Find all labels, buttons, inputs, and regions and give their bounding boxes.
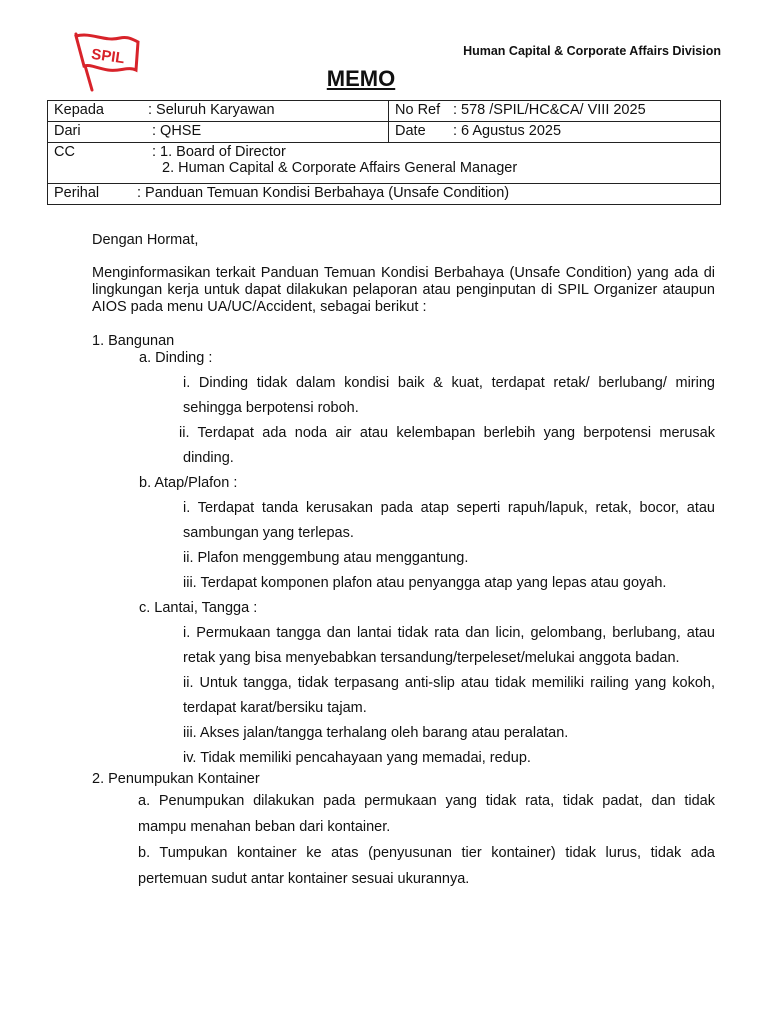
subject-value: : Panduan Temuan Kondisi Berbahaya (Unsafe Condition)	[137, 185, 510, 201]
list-item: ii. Untuk tangga, tidak terpasang anti-slip atau tidak memiliki railing yang kokoh, terdapat karat/bersiku tajam.	[183, 675, 715, 716]
cc-line-1: : 1. Board of Director	[152, 144, 286, 160]
ref-label: No Ref	[395, 102, 441, 118]
list-item: i. Permukaan tangga dan lantai tidak rata dan licin, gelombang, berlubang, atau retak yang bisa menyebabkan tersandung/terpeleset/melukai anggota badan.	[183, 625, 715, 666]
cc-cell	[48, 143, 721, 184]
list-item: ii. Terdapat ada noda air atau kelembapan berlebih yang berpotensi merusak dinding.	[179, 425, 715, 466]
ref-cell	[389, 101, 721, 122]
list-item: ii. Plafon menggembung atau menggantung.	[183, 550, 469, 566]
from-value: : QHSE	[152, 123, 202, 139]
greeting: Dengan Hormat,	[92, 232, 199, 248]
subsection-c-title: c. Lantai, Tangga :	[139, 600, 258, 616]
from-cell	[48, 122, 389, 143]
section-1-title: 1. Bangunan	[92, 333, 175, 349]
date-label: Date	[395, 123, 426, 139]
division-name: Human Capital & Corporate Affairs Division	[463, 44, 721, 58]
date-cell	[389, 122, 721, 143]
memo-title: MEMO	[326, 66, 396, 91]
subsection-b-title: b. Atap/Plafon :	[139, 475, 238, 491]
date-value: : 6 Agustus 2025	[453, 123, 562, 139]
list-item: iii. Terdapat komponen plafon atau penyangga atap yang lepas atau goyah.	[183, 575, 667, 591]
memo-header-table	[47, 100, 721, 205]
cc-line-2: 2. Human Capital & Corporate Affairs General Manager	[162, 160, 518, 176]
subsection-a-title: a. Dinding :	[139, 350, 213, 366]
list-item: a. Penumpukan dilakukan pada permukaan yang tidak rata, tidak padat, dan tidak mampu menahan beban dari kontainer.	[138, 793, 715, 835]
list-item: iv. Tidak memiliki pencahayaan yang memadai, redup.	[183, 750, 531, 766]
intro-paragraph: Menginformasikan terkait Panduan Temuan Kondisi Berbahaya (Unsafe Condition) yang ada di lingkungan kerja untuk dapat dilakukan pelaporan atau penginputan di SPIL Organizer ataupun AIOS pada menu UA/UC/Accident, sebagai berikut :	[92, 265, 715, 315]
to-cell	[48, 101, 389, 122]
cc-label: CC	[54, 144, 75, 160]
to-value: : Seluruh Karyawan	[148, 102, 275, 118]
list-item: b. Tumpukan kontainer ke atas (penyusunan tier kontainer) tidak lurus, tidak ada pertemuan sudut antar kontainer sesuai ukurannya.	[138, 845, 715, 887]
memo-body	[92, 232, 715, 892]
ref-value: : 578 /SPIL/HC&CA/ VIII 2025	[453, 102, 646, 118]
from-label: Dari	[54, 123, 81, 139]
list-item: i. Dinding tidak dalam kondisi baik & kuat, terdapat retak/ berlubang/ miring sehingga berpotensi roboh.	[183, 375, 715, 416]
logo-text: SPIL	[90, 45, 126, 68]
list-item: i. Terdapat tanda kerusakan pada atap seperti rapuh/lapuk, retak, bocor, atau sambungan yang terlepas.	[183, 500, 715, 541]
list-item: iii. Akses jalan/tangga terhalang oleh barang atau peralatan.	[183, 725, 569, 741]
subject-cell	[48, 184, 721, 205]
subject-label: Perihal	[54, 185, 100, 201]
section-2-title: 2. Penumpukan Kontainer	[92, 771, 260, 787]
to-label: Kepada	[54, 102, 104, 118]
